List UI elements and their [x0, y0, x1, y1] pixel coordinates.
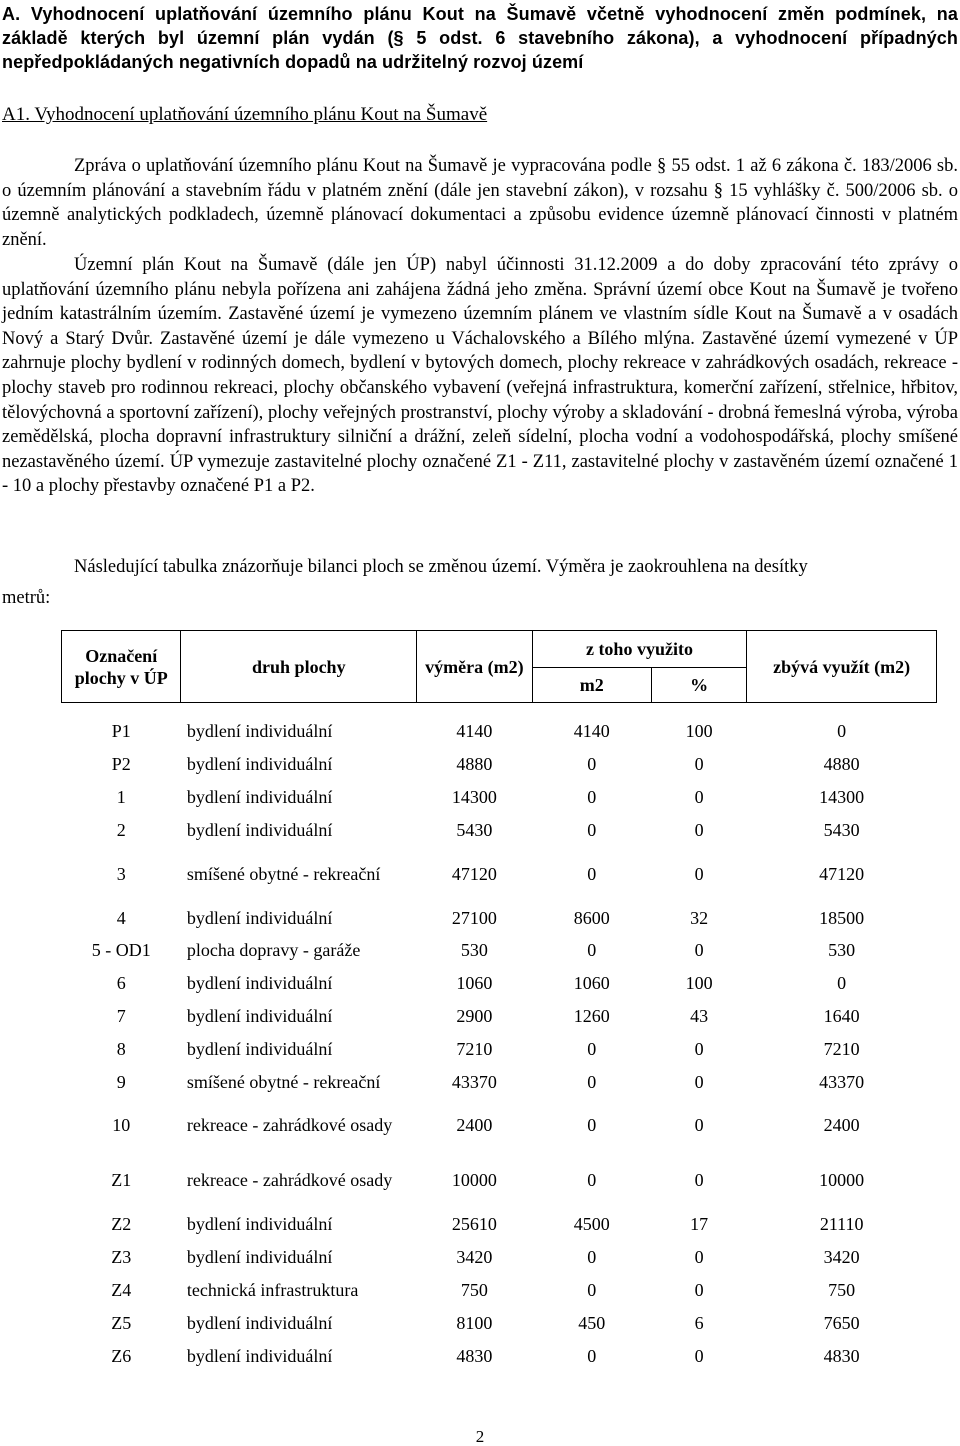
table-row	[62, 781, 937, 814]
table-row	[62, 1339, 937, 1372]
cell-area: 4830	[456, 1345, 493, 1366]
cell-remaining: 18500	[819, 907, 865, 928]
cell-area: 27100	[451, 907, 497, 928]
cell-type: bydlení individuální	[186, 973, 333, 994]
cell-remaining: 530	[828, 940, 856, 961]
cell-used-m2: 4140	[573, 721, 610, 742]
cell-type: rekreace - zahrádkové osady	[186, 1170, 393, 1191]
table-row	[62, 813, 937, 846]
cell-remaining: 5430	[823, 819, 860, 840]
cell-type: smíšené obytné - rekreační	[186, 1071, 381, 1092]
cell-used-m2: 0	[587, 786, 597, 807]
cell-used-m2: 0	[587, 940, 597, 961]
cell-used-m2: 4500	[573, 1214, 610, 1235]
cell-used-m2: 1060	[573, 973, 610, 994]
cell-used-m2: 0	[587, 863, 597, 884]
header-remaining: zbývá využít (m2)	[747, 631, 937, 703]
cell-area: 2400	[456, 1115, 493, 1136]
cell-designation: 1	[116, 786, 126, 807]
table-row	[62, 703, 937, 748]
cell-area: 43370	[451, 1071, 497, 1092]
cell-used-pct: 0	[694, 1071, 704, 1092]
cell-used-pct: 0	[694, 1247, 704, 1268]
cell-used-m2: 0	[587, 1115, 597, 1136]
table-row	[62, 1065, 937, 1098]
table-row	[62, 1208, 937, 1241]
cell-area: 7210	[456, 1038, 493, 1059]
table-row	[62, 1032, 937, 1065]
cell-used-m2: 0	[587, 819, 597, 840]
cell-remaining: 4830	[823, 1345, 860, 1366]
table-body	[62, 703, 937, 1372]
cell-designation: 8	[116, 1038, 126, 1059]
cell-area: 530	[460, 940, 488, 961]
cell-used-m2: 1260	[573, 1005, 610, 1026]
table-row	[62, 1241, 937, 1274]
area-balance-table	[61, 630, 937, 1372]
cell-used-pct: 32	[690, 907, 709, 928]
cell-remaining: 7210	[823, 1038, 860, 1059]
cell-area: 1060	[456, 973, 493, 994]
table-row	[62, 1153, 937, 1208]
cell-remaining: 21110	[819, 1214, 864, 1235]
cell-designation: 4	[116, 907, 126, 928]
cell-area: 10000	[451, 1170, 497, 1191]
cell-used-pct: 100	[685, 721, 713, 742]
cell-used-pct: 0	[694, 819, 704, 840]
cell-used-pct: 0	[694, 1345, 704, 1366]
cell-area: 8100	[456, 1312, 493, 1333]
cell-remaining: 0	[837, 721, 847, 742]
cell-used-pct: 0	[694, 1115, 704, 1136]
cell-area: 3420	[456, 1247, 493, 1268]
cell-designation: Z5	[111, 1312, 132, 1333]
cell-area: 14300	[451, 786, 497, 807]
cell-type: bydlení individuální	[186, 1038, 333, 1059]
cell-designation: 6	[116, 973, 126, 994]
cell-area: 4140	[456, 721, 493, 742]
cell-type: bydlení individuální	[186, 786, 333, 807]
cell-used-pct: 0	[694, 786, 704, 807]
section-heading: A. Vyhodnocení uplatňování územního plánu Kout na Šumavě včetně vyhodnocení změn podmínek, na základě kterých byl územní plán vydán (§ 5 odst. 6 stavebního zákona), a vyhodnocení případných nepředpokládaných negativních dopadů na udržitelný rozvoj území	[2, 4, 958, 72]
cell-used-m2: 0	[587, 1279, 597, 1300]
cell-designation: Z3	[111, 1247, 132, 1268]
cell-area: 750	[460, 1279, 488, 1300]
cell-designation: P2	[111, 754, 131, 775]
cell-used-pct: 6	[694, 1312, 704, 1333]
cell-type: plocha dopravy - garáže	[186, 940, 361, 961]
cell-remaining: 47120	[819, 863, 865, 884]
paragraph-3-tail: metrů:	[2, 587, 51, 608]
cell-type: bydlení individuální	[186, 907, 333, 928]
cell-type: rekreace - zahrádkové osady	[186, 1115, 393, 1136]
cell-used-m2: 0	[587, 1345, 597, 1366]
cell-designation: 7	[116, 1005, 126, 1026]
cell-used-pct: 0	[694, 863, 704, 884]
cell-designation: 3	[116, 863, 126, 884]
cell-type: technická infrastruktura	[186, 1279, 359, 1300]
table-row	[62, 1000, 937, 1033]
cell-remaining: 43370	[819, 1071, 865, 1092]
cell-area: 47120	[451, 863, 497, 884]
header-used-pct: %	[652, 668, 747, 703]
cell-area: 5430	[456, 819, 493, 840]
cell-remaining: 4880	[823, 754, 860, 775]
cell-type: bydlení individuální	[186, 1005, 333, 1026]
cell-used-pct: 0	[694, 1038, 704, 1059]
cell-remaining: 10000	[819, 1170, 865, 1191]
cell-type: bydlení individuální	[186, 721, 333, 742]
subsection-heading: A1. Vyhodnocení uplatňování územního plánu Kout na Šumavě	[2, 104, 488, 125]
header-used-m2: m2	[532, 668, 651, 703]
page-number: 2	[475, 1427, 485, 1446]
cell-remaining: 2400	[823, 1115, 860, 1136]
cell-used-pct: 43	[690, 1005, 709, 1026]
header-used: z toho využito	[532, 631, 747, 668]
paragraph-3-text: Následující tabulka znázorňuje bilanci ploch se změnou území. Výměra je zaokrouhlena na desítky	[74, 557, 808, 577]
table-row	[62, 1306, 937, 1339]
cell-remaining: 14300	[819, 786, 865, 807]
cell-used-pct: 0	[694, 940, 704, 961]
cell-designation: 10	[112, 1115, 131, 1136]
table-row	[62, 901, 937, 934]
cell-type: bydlení individuální	[186, 1312, 333, 1333]
cell-designation: 5 - OD1	[91, 940, 151, 961]
cell-remaining: 7650	[823, 1312, 860, 1333]
table-row	[62, 1274, 937, 1307]
cell-used-m2: 0	[587, 1071, 597, 1092]
cell-used-m2: 0	[587, 1170, 597, 1191]
cell-used-m2: 0	[587, 1038, 597, 1059]
cell-used-pct: 0	[694, 754, 704, 775]
paragraph-table-intro	[2, 555, 958, 610]
cell-remaining: 1640	[823, 1005, 860, 1026]
cell-used-m2: 450	[578, 1312, 606, 1333]
cell-designation: Z4	[111, 1279, 132, 1300]
cell-type: bydlení individuální	[186, 819, 333, 840]
paragraph-2-text: Územní plán Kout na Šumavě (dále jen ÚP) nabyl účinnosti 31.12.2009 a do doby zpracování této zprávy o uplatňování územního plánu nebyla pořízena ani zahájena žádná jeho změna. Správní území obce Kout na Šumavě je tvořeno jedním katastrálním územím. Zastavěné území je vymezeno územním plánem ve vlastním sídle Kout na Šumavě a v osadách Nový a Starý Dvůr. Zastavěné území je dále vymezeno u Váchalovského a Bílého mlýna. Zastavěné území vymezené v ÚP zahrnuje plochy bydlení v rodinných domech, bydlení v bytových domech, plochy rekreace v zahrádkových osadách, rekreace - plochy staveb pro rodinnou rekreaci, plochy občanského vybavení (veřejná infrastruktura, komerční zařízení, střelnice, hřbitov, tělovýchovná a sportovní zařízení), plochy veřejných prostranství, plochy výroby a skladování - drobná řemeslná výroba, výroba zemědělská, plocha dopravní infrastruktury silniční a drážní, zeleň sídelní, plocha vodní a vodohospodářská, plochy smíšené nezastavěného území. ÚP vymezuje zastavitelné plochy označené Z1 - Z11, zastavitelné plochy v zastavěném území označené 1 - 10 a plochy přestavby označené P1 a P2.	[2, 255, 958, 497]
cell-used-pct: 17	[690, 1214, 709, 1235]
cell-used-pct: 0	[694, 1279, 704, 1300]
cell-designation: Z2	[111, 1214, 132, 1235]
cell-area: 2900	[456, 1005, 493, 1026]
paragraph-plan-description	[2, 253, 958, 499]
paragraph-report-basis	[2, 154, 958, 252]
cell-used-m2: 8600	[573, 907, 610, 928]
cell-designation: Z6	[111, 1345, 132, 1366]
paragraph-1-text: Zpráva o uplatňování územního plánu Kout na Šumavě je vypracována podle § 55 odst. 1 až 6 zákona č. 183/2006 sb. o územním plánování a stavebním řádu v platném znění (dále jen stavební zákon), v rozsahu § 15 vyhlášky č. 500/2006 sb. o územně analytických podkladech, územně plánovací dokumentaci a způsobu evidence územně plánovací činnosti v platném znění.	[2, 156, 958, 250]
table-row	[62, 934, 937, 967]
table-row	[62, 1098, 937, 1153]
table-row	[62, 967, 937, 1000]
cell-used-m2: 0	[587, 1247, 597, 1268]
cell-designation: 2	[116, 819, 126, 840]
cell-type: bydlení individuální	[186, 1214, 333, 1235]
cell-type: bydlení individuální	[186, 1247, 333, 1268]
header-designation: Označení plochy v ÚP	[62, 631, 181, 703]
cell-used-pct: 100	[685, 973, 713, 994]
cell-type: bydlení individuální	[186, 1345, 333, 1366]
cell-remaining: 3420	[823, 1247, 860, 1268]
cell-area: 4880	[456, 754, 493, 775]
header-area: výměra (m2)	[417, 631, 532, 703]
cell-used-pct: 0	[694, 1170, 704, 1191]
table-row	[62, 846, 937, 901]
cell-designation: 9	[116, 1071, 126, 1092]
cell-area: 25610	[451, 1214, 497, 1235]
cell-type: bydlení individuální	[186, 754, 333, 775]
cell-designation: Z1	[111, 1170, 132, 1191]
header-type: druh plochy	[181, 631, 417, 703]
cell-remaining: 0	[837, 973, 847, 994]
cell-used-m2: 0	[587, 754, 597, 775]
table-row	[62, 748, 937, 781]
cell-remaining: 750	[828, 1279, 856, 1300]
cell-designation: P1	[111, 721, 131, 742]
cell-type: smíšené obytné - rekreační	[186, 863, 381, 884]
